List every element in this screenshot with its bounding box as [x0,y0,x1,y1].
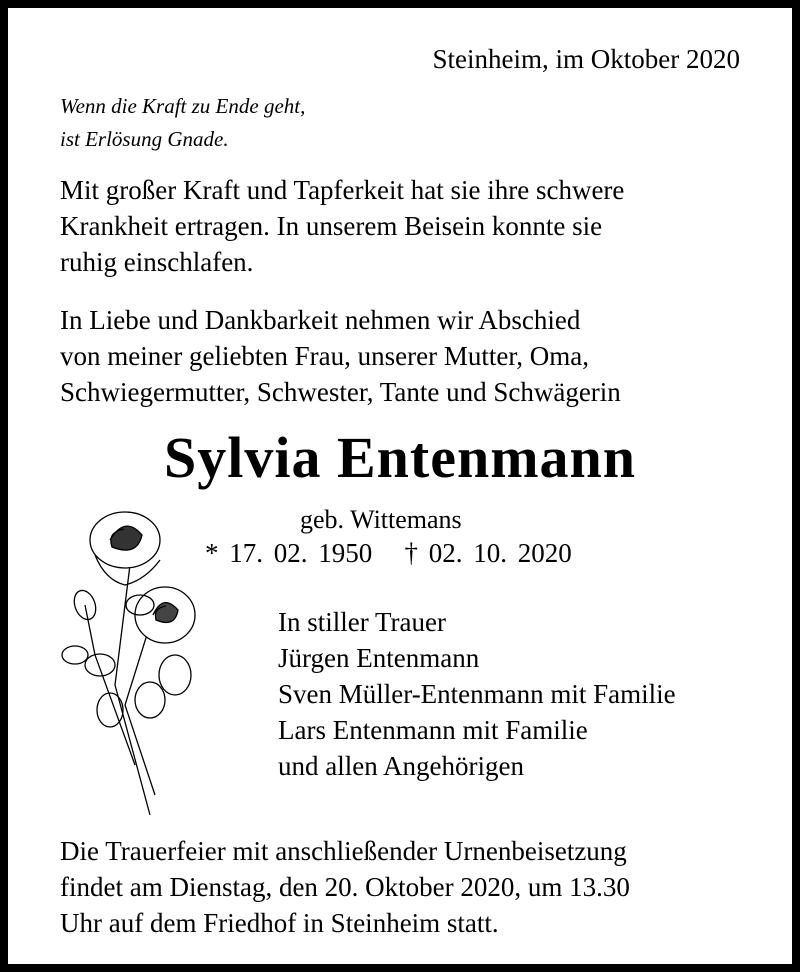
motto [60,90,305,156]
mourner-line: In stiller Trauer [278,607,446,637]
birth-date: * 17. 02. 1950 [205,538,373,568]
mourner-line: und allen Angehörigen [278,751,524,781]
text-line: Uhr auf dem Friedhof in Steinheim statt. [60,908,499,938]
motto-line: ist Erlösung Gnade. [60,127,229,151]
birth-name: geb. Wittemans [300,505,462,534]
motto-line: Wenn die Kraft zu Ende geht, [60,94,306,118]
mourners-list [278,604,676,784]
text-line: Mit großer Kraft und Tapferkeit hat sie ihre schwere [60,175,625,205]
mourner-line: Jürgen Entenmann [278,643,480,673]
text-line: Schwiegermutter, Schwester, Tante und Schwägerin [60,377,621,407]
text-line: findet am Dienstag, den 20. Oktober 2020, um 13.30 [60,872,630,902]
text-line: von meiner geliebten Frau, unserer Mutter, Oma, [60,341,590,371]
text-line: Krankheit ertragen. In unserem Beisein konnte sie [60,211,603,241]
ceremony-info [60,833,630,941]
text-line: Die Trauerfeier mit anschließender Urnenbeisetzung [60,836,627,866]
rose-illustration-icon [55,505,200,820]
deceased-name: Sylvia Entenmann [163,425,637,490]
paragraph-illness [60,172,624,280]
place-date: Steinheim, im Oktober 2020 [432,44,740,74]
mourner-line: Sven Müller-Entenmann mit Familie [278,679,676,709]
text-line: ruhig einschlafen. [60,247,254,277]
death-date: † 02. 10. 2020 [404,538,572,568]
life-dates [205,538,572,569]
paragraph-farewell [60,302,621,410]
text-line: In Liebe und Dankbarkeit nehmen wir Abschied [60,305,581,335]
mourner-line: Lars Entenmann mit Familie [278,715,588,745]
